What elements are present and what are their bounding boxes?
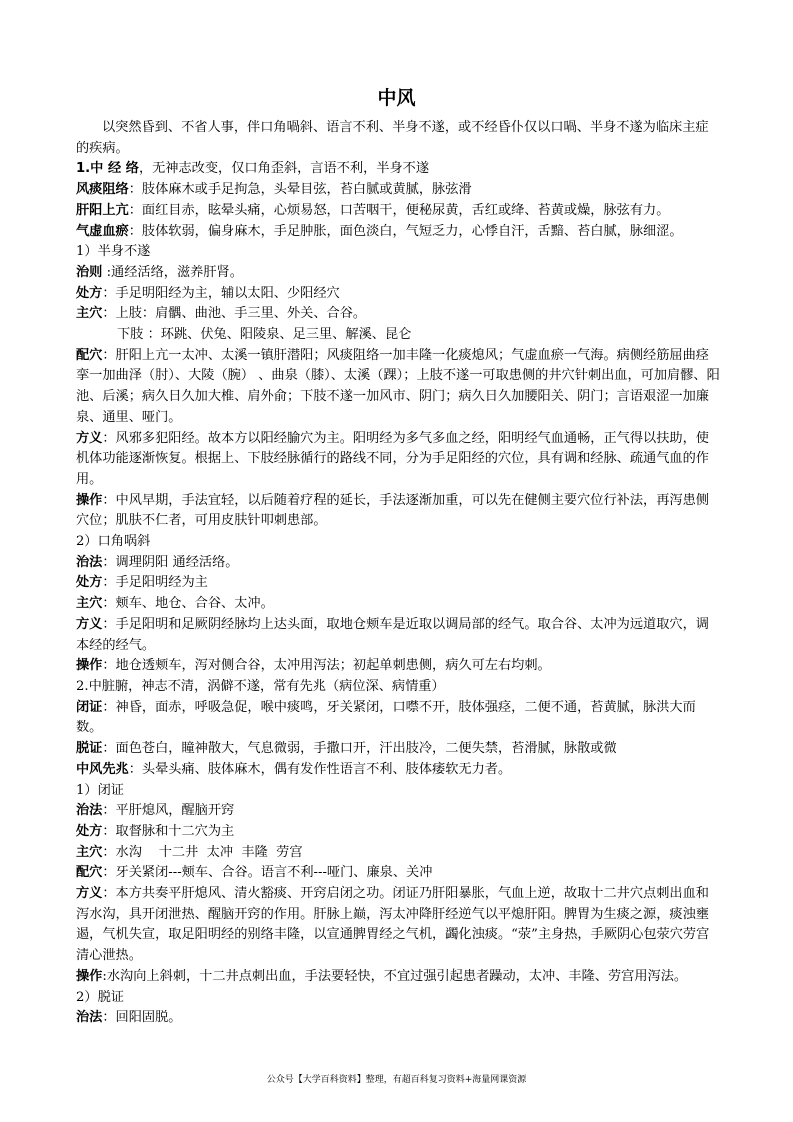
supplementary-points [76, 863, 720, 884]
field-label: 主穴 [76, 596, 103, 612]
type-ganyang [76, 201, 720, 222]
field-text: ：回阳固脱。 [102, 1010, 182, 1026]
section-1-text: ，无神志改变，仅口角歪斜，言语不利，半身不遂 [138, 161, 430, 177]
section-2-heading: 2.中脏腑，神志不清，涡僻不遂，常有先兆（病位深、病情重） [76, 678, 445, 694]
field-label: 治法 [76, 554, 103, 570]
intro-paragraph: 以突然昏到、不省人事，伴口角喎斜、语言不利、半身不遂，或不经昏仆仅以口喎、半身不遂为临床主症的疾病。 [76, 120, 709, 156]
collapse-syndrome [76, 739, 720, 760]
field-text: ：神昏，面赤，呼吸急促，喉中痰鸣，牙关紧闭，口噤不开，肢体强痉，二便不通，苔黄腻，脉洪大而数。 [76, 699, 696, 736]
field-label: 方义 [76, 430, 103, 446]
treatment-method [76, 801, 720, 822]
field-text: ：平肝熄风，醒脑开窍 [102, 803, 235, 819]
treatment-method [76, 553, 720, 574]
field-label: 方义 [76, 886, 103, 902]
field-label: 操作 [76, 658, 103, 674]
subsection-closed-heading: 1）闭证 [76, 782, 124, 798]
operation [76, 656, 720, 677]
field-text: ：手足阳明和足厥阴经脉均上达头面，取地仓颊车是近取以调局部的经气。取合谷、太冲为远道取穴，调本经的经气。 [76, 616, 709, 653]
type-label: 肝阳上亢 [76, 202, 129, 218]
field-label: 操作 [76, 968, 103, 984]
field-text: ：牙关紧闭---颊车、合谷。语言不利---哑门、廉泉、关冲 [102, 865, 433, 881]
formula-rationale [76, 615, 720, 656]
operation [76, 967, 720, 988]
field-text: ：面色苍白，瞳神散大，气息微弱，手撒口开，汗出肢冷，二便失禁，苔滑腻，脉散或微 [102, 741, 617, 757]
field-label: 处方 [76, 575, 103, 591]
field-label: 操作 [76, 492, 103, 508]
field-text: ：水沟 十二井 太冲 丰隆 劳宫 [102, 844, 303, 860]
field-text: ：手足阳明经为主 [102, 575, 208, 591]
field-label: 治则 [76, 264, 103, 280]
field-text: ：颊车、地仓、合谷、太冲。 [102, 596, 274, 612]
field-text: ：上肢：肩髃、曲池、手三里、外关、合谷。 [102, 306, 367, 322]
field-label: 主穴 [76, 844, 103, 860]
field-text: ：调理阴阳 通经活络。 [102, 554, 239, 570]
field-label: 治法 [76, 1010, 103, 1026]
field-label: 配穴 [76, 865, 103, 881]
document-body [76, 118, 720, 1029]
field-label: 治法 [76, 803, 103, 819]
field-label: 闭证 [76, 699, 103, 715]
section-1-label: 1.中 经 络 [76, 161, 139, 177]
subsection-facial-heading: 2）口角㖞斜 [76, 534, 151, 550]
field-text: ：本方共奏平肝熄风、清火豁痰、开窍启闭之功。闭证乃肝阳暴胀，气血上逆，故取十二井穴点刺出血和泻水沟，具开闭泄热、醒脑开窍的作用。肝脉上巅，泻太冲降肝经逆气以平熄肝阳。脾胃为生痰之源，痰浊壅遏，气机失宣，取足阳明经的别络丰隆，以宣通脾胃经之气机，蠲化浊痰。“荥”主身热，手厥阴心包荥穴劳宫清心泄热。 [76, 886, 710, 964]
type-label: 气虚血瘀 [76, 223, 129, 239]
type-text: ：肢体软弱，偏身麻木，手足肿胀，面色淡白，气短乏力，心悸自汗，舌黯、苔白腻，脉细涩。 [128, 223, 683, 239]
field-text: :水沟向上斜刺，十二井点刺出血，手法要轻快，不宜过强引起患者躁动，太冲、丰隆、劳宫用泻法。 [102, 968, 688, 984]
supplementary-points [76, 346, 720, 429]
type-qixu [76, 222, 720, 243]
stroke-prodrome [76, 760, 720, 781]
field-label: 处方 [76, 285, 103, 301]
field-text: :通经活络，滋养肝肾。 [102, 264, 243, 280]
page-footer: 公众号【大学百科资料】整理，有超百科复习资料+海量网课资源 [266, 1075, 527, 1085]
page-title: 中风 [377, 87, 416, 109]
field-text: ：头晕头痛、肢体麻木，偶有发作性语言不利、肢体痿软无力者。 [128, 761, 512, 777]
field-label: 脱证 [76, 741, 103, 757]
field-text: ：肝阳上亢一太冲、太溪一镇肝潜阳；风痰阻络一加丰隆一化痰熄风；气虚血瘀一气海。病侧经筋屈曲痉挛一加曲泽（肘）、大陵（腕） 、曲泉（膝）、太溪（踝）；上肢不遂一可取患侧的井穴针刺出血，可加肩髎、阳池、后溪；病久日久加大椎、肩外俞；下肢不遂一加风市、阴门；病久日久加腰阳关、阴门；言语艰涩一加廉泉、通里、哑门。 [76, 347, 720, 425]
field-label: 处方 [76, 823, 103, 839]
closed-syndrome [76, 698, 720, 739]
main-points [76, 843, 720, 864]
formula-rationale [76, 884, 720, 967]
subsection-hemiplegia-heading: 1）半身不遂 [76, 244, 151, 260]
prescription [76, 573, 720, 594]
field-text: ：取督脉和十二穴为主 [102, 823, 235, 839]
field-text: ：手足明阳经为主，辅以太阳、少阳经穴 [102, 285, 340, 301]
prescription [76, 822, 720, 843]
treatment-principle [76, 263, 720, 284]
field-label: 中风先兆 [76, 761, 129, 777]
main-points [76, 304, 720, 325]
formula-rationale [76, 429, 720, 491]
section-1-heading [76, 159, 720, 180]
field-text: ：地仓透颊车，泻对侧合谷，太冲用泻法；初起单刺患侧，病久可左右均刺。 [102, 658, 551, 674]
field-text: ：风邪多犯阳经。故本方以阳经腧穴为主。阳明经为多气多血之经，阳明经气血通畅，正气得以扶助，使机体功能逐渐恢复。根据上、下肢经脉循行的路线不同，分为手足阳经的穴位，具有调和经脉、疏通气血的作用。 [76, 430, 709, 487]
field-label: 方义 [76, 616, 103, 632]
type-text: ：面红目赤，眩晕头痛，心烦易怒，口苦咽干，便秘尿黄，舌红或绛、苔黄或燥，脉弦有力。 [128, 202, 670, 218]
treatment-method [76, 1008, 720, 1029]
type-label: 风痰阻络 [76, 182, 129, 198]
type-text: ：肢体麻木或手足拘急，头晕目弦，苔白腻或黄腻，脉弦滑 [128, 182, 472, 198]
operation [76, 491, 720, 532]
prescription [76, 284, 720, 305]
field-label: 配穴 [76, 347, 103, 363]
field-label: 主穴 [76, 306, 103, 322]
field-text: ：中风早期，手法宜轻，以后随着疗程的延长，手法逐渐加重，可以先在健侧主要穴位行补法，再泻患侧穴位；肌肤不仁者，可用皮肤针叩刺患部。 [76, 492, 709, 529]
type-fengtan [76, 180, 720, 201]
main-points-lower-limb: 下肢 ：环跳、伏兔、阳陵泉、足三里、解溪、昆仑 [117, 327, 412, 343]
main-points [76, 594, 720, 615]
subsection-collapse-heading: 2）脱证 [76, 989, 124, 1005]
